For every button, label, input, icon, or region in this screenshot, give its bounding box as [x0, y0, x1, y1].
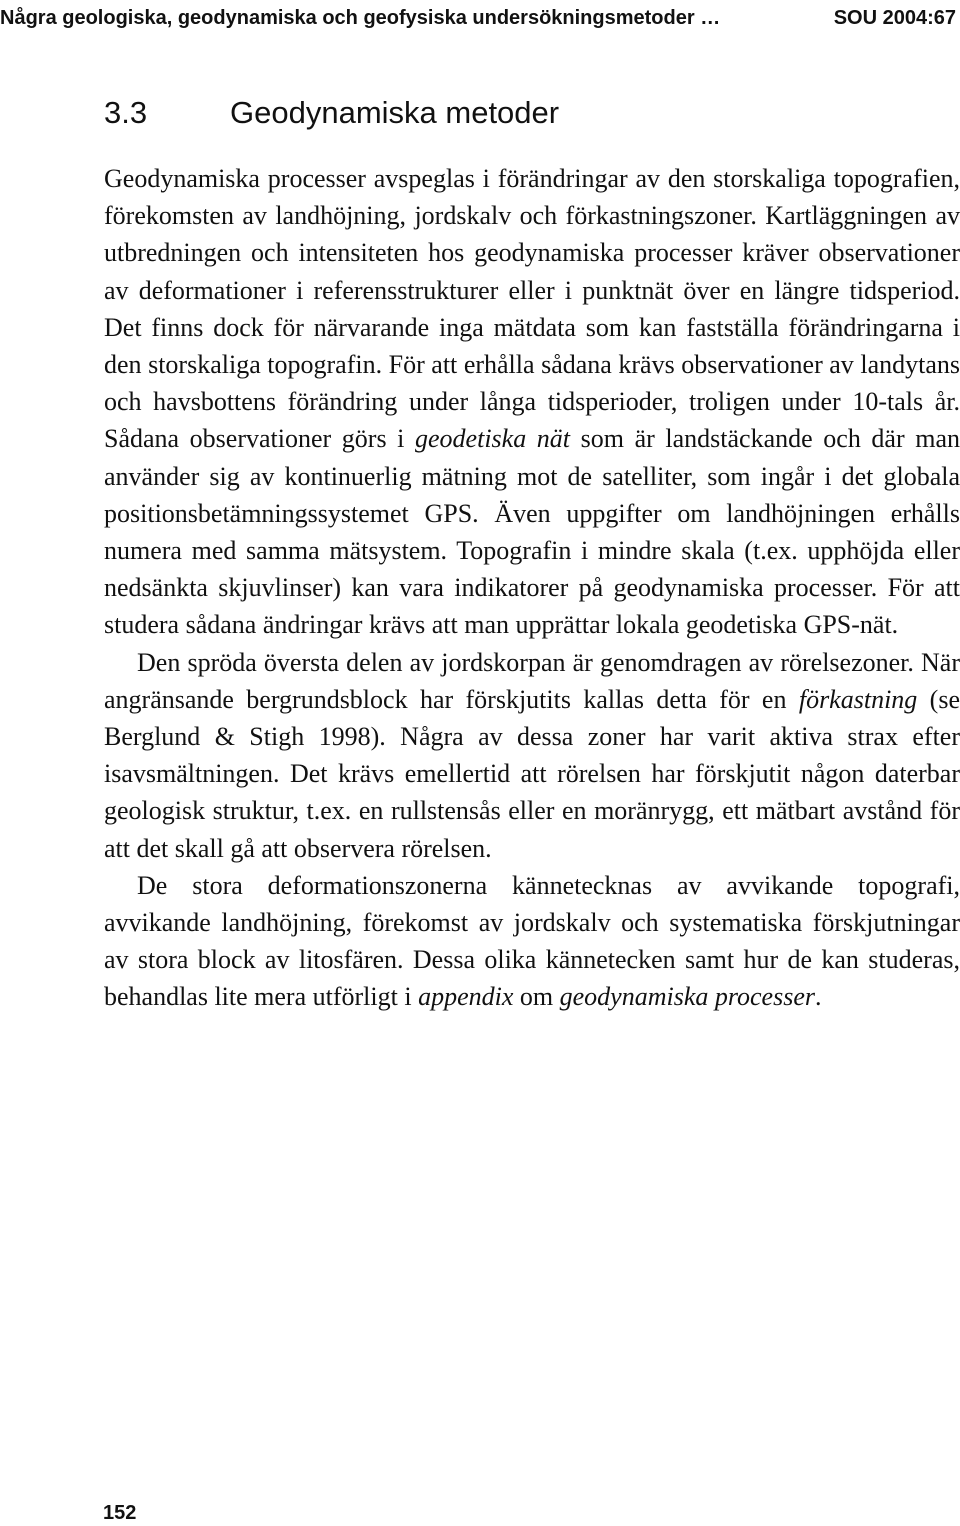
- section-number: 3.3: [104, 95, 148, 130]
- paragraph-2: [104, 644, 960, 867]
- paragraph-3: [104, 867, 960, 1016]
- page-number: 152: [103, 1502, 137, 1524]
- body-text: [104, 160, 960, 1016]
- paragraph-1-italic-term: geodetiska nät: [415, 424, 571, 454]
- paragraph-1-text-2: som är landstäckande och där man använder sig av kontinuerlig mätning mot de satelliter, som ingår i det globala positionsbetämningssystemet GPS. Även uppgifter om landhöjningen erhålls numera med samma mätsystem. Topografin i mindre skala (t.ex. upphöjda eller nedsänkta skjuvlinser) kan vara indikatorer på geodynamiska processer. För att studera sådana ändringar krävs att man upprättar lokala geodetiska GPS-nät.: [104, 424, 960, 640]
- section-title: Geodynamiska metoder: [230, 95, 560, 130]
- paragraph-3-text-2: om: [513, 982, 560, 1012]
- paragraph-3-text-3: .: [815, 982, 822, 1012]
- header-document-title: Några geologiska, geodynamiska och geofysiska undersökningsmetoder …: [0, 7, 721, 29]
- paragraph-3-italic-term-2: geodynamiska processer: [559, 982, 815, 1012]
- paragraph-3-text-1: De stora deformationszonerna kännetecknas av avvikande topografi, avvikande landhöjning, förekomst av jordskalv och systematiska förskjutningar av stora block av litosfären. Dessa olika kännetecken samt hur de kan studeras, behandlas lite mera utförligt i: [104, 870, 960, 1012]
- paragraph-2-text-2: (se Berglund & Stigh 1998). Några av dessa zoner har varit aktiva strax efter isavsmältningen. Det krävs emellertid att rörelsen har förskjutit någon daterbar geologisk struktur, t.ex. en rullstensås eller en moränrygg, ett mätbart avstånd för att det skall gå att observera rörelsen.: [104, 684, 960, 863]
- running-header: [0, 0, 960, 44]
- paragraph-1: [104, 160, 960, 644]
- header-report-id: SOU 2004:67: [833, 7, 956, 29]
- paragraph-1-text-1: Geodynamiska processer avspeglas i förändringar av den storskaliga topografien, förekomsten av landhöjning, jordskalv och förkastningszoner. Kartläggningen av utbredningen och intensiteten hos geodynamiska processer kräver observationer av deformationer i referensstrukturer eller i punktnät över en längre tidsperiod. Det finns dock för närvarande inga mätdata som kan fastställa förändringarna i den storskaliga topografin. För att erhålla sådana krävs observationer av landytans och havsbottens förändring under långa tidsperioder, troligen under 10-tals år. Sådana observationer görs i: [104, 164, 960, 454]
- paragraph-3-italic-term-1: appendix: [418, 982, 514, 1012]
- section-heading: [104, 88, 559, 138]
- paragraph-2-italic-term: förkastning: [798, 684, 918, 714]
- paragraph-2-text-1: Den spröda översta delen av jordskorpan är genomdragen av rörelsezoner. När angränsande bergrundsblock har förskjutits kallas detta för en: [104, 647, 960, 714]
